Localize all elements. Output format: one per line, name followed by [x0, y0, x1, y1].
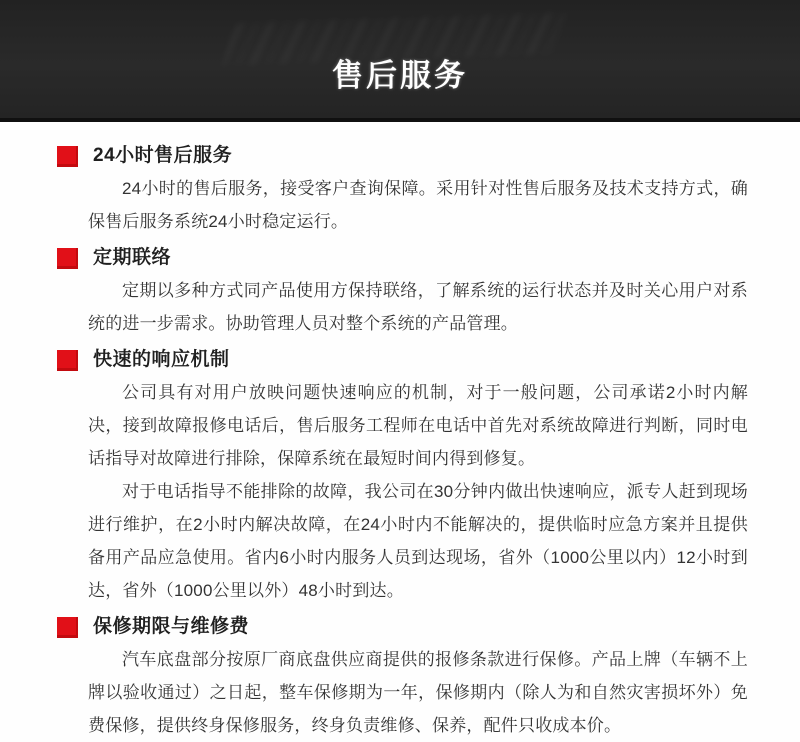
section-paragraph: 汽车底盘部分按原厂商底盘供应商提供的报修条款进行保修。产品上牌（车辆不上牌以验收通过）之日起，整车保修期为一年，保修期内（除人为和自然灾害损坏外）免费保修，提供终身保修服务，终身负责维修、保养，配件只收成本价。 [88, 650, 748, 735]
section-heading-row [0, 615, 800, 639]
section-paragraph: 定期以多种方式同产品使用方保持联络，了解系统的运行状态并及时关心用户对系统的进一步需求。协助管理人员对整个系统的产品管理。 [88, 281, 748, 333]
section-body [0, 274, 800, 340]
section-paragraph: 24小时的售后服务，接受客户查询保障。采用针对性售后服务及技术支持方式，确保售后服务系统24小时稳定运行。 [88, 179, 748, 231]
section-body [0, 643, 800, 742]
section-heading: 24小时售后服务 [93, 145, 233, 166]
section-heading-row [0, 246, 800, 270]
page-header [0, 0, 800, 122]
section-heading: 定期联络 [93, 247, 172, 268]
section-24h-service [0, 144, 800, 238]
section-paragraph: 对于电话指导不能排除的故障，我公司在30分钟内做出快速响应，派专人赶到现场进行维护，在2小时内解决故障，在24小时内不能解决的，提供临时应急方案并且提供备用产品应急使用。省内6小时内服务人员到达现场，省外（1000公里以内）12小时到达，省外（1000公里以外）48小时到达。 [88, 482, 748, 600]
section-regular-contact [0, 246, 800, 340]
page-title: 售后服务 [332, 58, 468, 93]
section-heading-row [0, 144, 800, 168]
section-warranty [0, 615, 800, 742]
section-body [0, 172, 800, 238]
section-rapid-response [0, 348, 800, 607]
section-heading-row [0, 348, 800, 372]
section-heading: 保修期限与维修费 [93, 616, 250, 637]
section-body [0, 376, 800, 607]
service-sections [0, 122, 800, 742]
section-heading: 快速的响应机制 [93, 349, 230, 370]
red-square-bullet-icon [57, 248, 78, 269]
red-square-bullet-icon [57, 146, 78, 167]
red-square-bullet-icon [57, 617, 78, 638]
section-paragraph: 公司具有对用户放映问题快速响应的机制，对于一般问题，公司承诺2小时内解决，接到故障报修电话后，售后服务工程师在电话中首先对系统故障进行判断，同时电话指导对故障进行排除，保障系统在最短时间内得到修复。 [88, 383, 748, 468]
red-square-bullet-icon [57, 350, 78, 371]
